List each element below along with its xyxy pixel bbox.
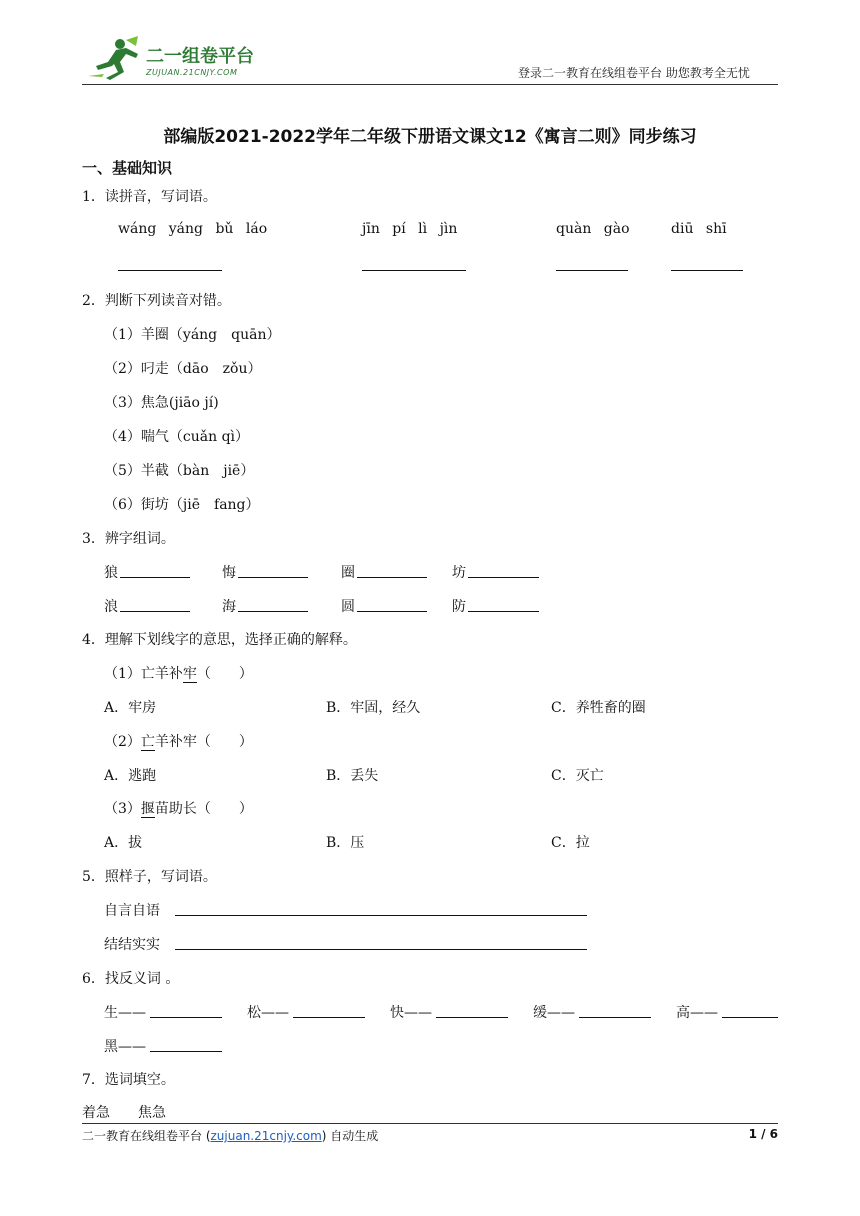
- char-prompt: 防: [452, 599, 466, 615]
- answer-blank[interactable]: [357, 611, 427, 612]
- logo: [86, 36, 276, 80]
- char-prompt: 坊: [452, 565, 466, 581]
- question-5-stem: 5．照样子，写词语。: [82, 869, 217, 885]
- question-2-item: （6）街坊（jiē fang）: [104, 497, 260, 513]
- answer-blank[interactable]: [238, 577, 308, 578]
- question-2-item: （3）焦急(jiāo jí): [104, 395, 219, 411]
- logo-url: ZUJUAN.21CNJY.COM: [146, 68, 238, 77]
- word-choices: 着急 焦急: [82, 1105, 166, 1121]
- antonym-prompt: 松——: [247, 1005, 289, 1021]
- char-prompt: 海: [222, 599, 236, 615]
- header-divider: [82, 84, 778, 85]
- answer-blank[interactable]: [362, 270, 466, 271]
- answer-blank[interactable]: [357, 577, 427, 578]
- section-heading: 一、基础知识: [82, 159, 173, 177]
- answer-blank[interactable]: [579, 1017, 651, 1018]
- option-b[interactable]: B．丢失: [326, 768, 379, 784]
- option-b[interactable]: B．压: [326, 835, 365, 851]
- char-prompt: 狼: [104, 565, 118, 581]
- sub-question-suffix: （ ）: [196, 666, 253, 682]
- option-c[interactable]: C．养牲畜的圈: [551, 700, 646, 716]
- footer-link[interactable]: zujuan.21cnjy.com: [210, 1129, 322, 1143]
- option-a[interactable]: A．牢房: [104, 700, 157, 716]
- answer-blank[interactable]: [120, 577, 190, 578]
- option-b[interactable]: B．牢固，经久: [326, 700, 421, 716]
- answer-blank[interactable]: [436, 1017, 508, 1018]
- answer-blank[interactable]: [175, 915, 587, 916]
- footer-text: [82, 1127, 378, 1144]
- pinyin-2: jīn pí lì jìn: [362, 221, 458, 237]
- question-4-stem: 4．理解下划线字的意思，选择正确的解释。: [82, 632, 357, 648]
- answer-blank[interactable]: [556, 270, 628, 271]
- underlined-char: 揠: [140, 801, 155, 817]
- example-word: 自言自语: [104, 903, 160, 919]
- underlined-char: 牢: [182, 666, 197, 682]
- pinyin-3: quàn gào: [556, 221, 630, 237]
- answer-blank[interactable]: [150, 1051, 222, 1052]
- underlined-char: 亡: [140, 734, 155, 750]
- answer-blank[interactable]: [468, 611, 539, 612]
- pinyin-4: diū shī: [671, 221, 727, 237]
- example-word: 结结实实: [104, 937, 160, 953]
- sub-question-suffix: 苗助长（ ）: [154, 801, 253, 817]
- question-2-item: （4）喘气（cuǎn qì）: [104, 429, 250, 445]
- sub-question: [104, 731, 253, 751]
- antonym-prompt: 快——: [390, 1005, 432, 1021]
- sub-question-suffix: 羊补牢（ ）: [154, 734, 253, 750]
- sub-question-prefix: （3）: [104, 801, 141, 817]
- answer-blank[interactable]: [175, 949, 587, 950]
- question-7-stem: 7．选词填空。: [82, 1072, 175, 1088]
- header-slogan: 登录二一教育在线组卷平台 助您教考全无忧: [518, 66, 750, 80]
- runner-icon: [86, 36, 142, 80]
- page-number: 1 / 6: [748, 1127, 778, 1141]
- sub-question: [104, 663, 253, 683]
- answer-blank[interactable]: [150, 1017, 222, 1018]
- logo-text: 二一组卷平台: [146, 46, 254, 67]
- option-c[interactable]: C．拉: [551, 835, 590, 851]
- question-2-stem: 2．判断下列读音对错。: [82, 293, 231, 309]
- question-2-item: （2）叼走（dāo zǒu）: [104, 361, 262, 377]
- char-prompt: 圈: [341, 565, 355, 581]
- answer-blank[interactable]: [468, 577, 539, 578]
- footer-suffix: ) 自动生成: [321, 1129, 379, 1143]
- answer-blank[interactable]: [722, 1017, 778, 1018]
- sub-question: [104, 798, 253, 818]
- char-prompt: 圆: [341, 599, 355, 615]
- answer-blank[interactable]: [671, 270, 743, 271]
- option-a[interactable]: A．拔: [104, 835, 143, 851]
- antonym-prompt: 缓——: [533, 1005, 575, 1021]
- char-prompt: 悔: [222, 565, 236, 581]
- option-c[interactable]: C．灭亡: [551, 768, 604, 784]
- footer-divider: [82, 1123, 778, 1124]
- answer-blank[interactable]: [293, 1017, 365, 1018]
- antonym-prompt: 高——: [676, 1005, 718, 1021]
- question-6-stem: 6．找反义词 。: [82, 971, 180, 987]
- question-1-stem: 1．读拼音，写词语。: [82, 189, 217, 205]
- pinyin-1: wáng yáng bǔ láo: [118, 221, 268, 237]
- question-2-item: （1）羊圈（yáng quān）: [104, 327, 281, 343]
- question-3-stem: 3．辨字组词。: [82, 531, 175, 547]
- question-2-item: （5）半截（bàn jiē）: [104, 463, 255, 479]
- answer-blank[interactable]: [238, 611, 308, 612]
- answer-blank[interactable]: [118, 270, 222, 271]
- answer-blank[interactable]: [120, 611, 190, 612]
- sub-question-prefix: （2）: [104, 734, 141, 750]
- antonym-prompt: 生——: [104, 1005, 146, 1021]
- char-prompt: 浪: [104, 599, 118, 615]
- antonym-prompt: 黑——: [104, 1039, 146, 1055]
- sub-question-prefix: （1）亡羊补: [104, 666, 183, 682]
- option-a[interactable]: A．逃跑: [104, 768, 157, 784]
- footer-prefix: 二一教育在线组卷平台 (: [82, 1129, 211, 1143]
- page-title: 部编版2021-2022学年二年级下册语文课文12《寓言二则》同步练习: [163, 127, 697, 147]
